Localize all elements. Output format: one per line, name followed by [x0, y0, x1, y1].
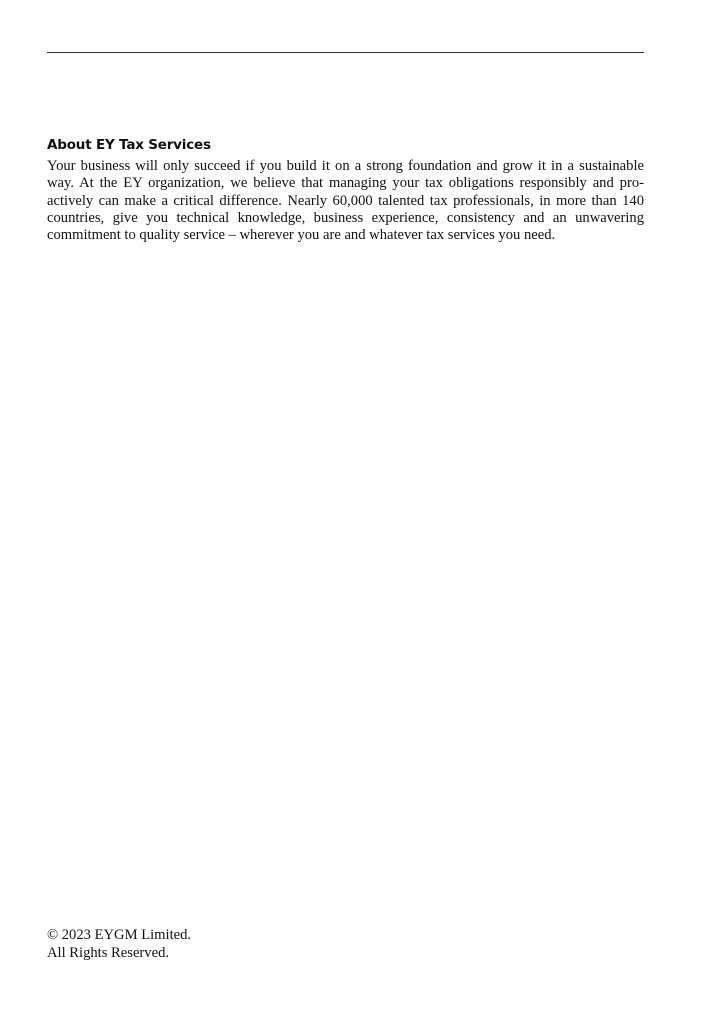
- section-heading: About EY Tax Services: [47, 137, 211, 153]
- copyright-block: [47, 927, 191, 962]
- rights-reserved-line: All Rights Reserved.: [47, 944, 170, 961]
- about-section: [47, 137, 644, 244]
- copyright-line: © 2023 EYGM Limited.: [47, 927, 192, 943]
- section-body-text: Your business will only succeed if you build it on a strong foundation and grow it in a sustainable way. At the EY organization, we believe that managing your tax obligations responsibly and proactively can make a critical difference. Nearly 60,000 talented tax professionals, in more than 140 countries, give you technical knowledge, business experience, consistency and an unwavering commitment to quality service – wherever you are and whatever tax services you need.: [47, 158, 644, 244]
- top-divider: [47, 52, 644, 53]
